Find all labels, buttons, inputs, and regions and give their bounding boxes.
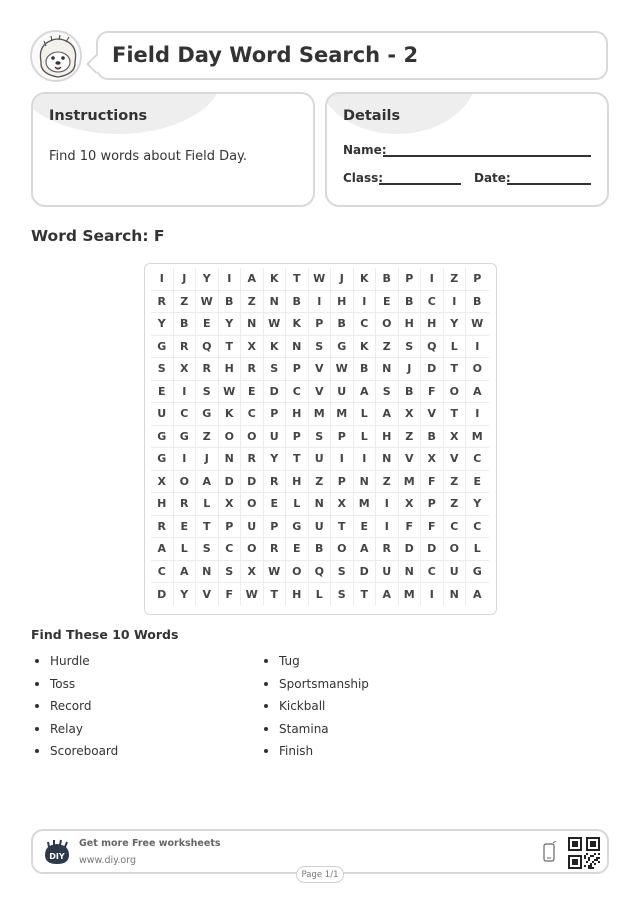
grid-cell[interactable]: P — [421, 493, 444, 516]
grid-cell[interactable]: P — [286, 358, 309, 381]
grid-cell[interactable]: E — [286, 538, 309, 561]
grid-cell[interactable]: G — [331, 336, 354, 359]
grid-cell[interactable]: A — [376, 583, 399, 606]
grid-cell[interactable]: X — [219, 493, 242, 516]
grid-cell[interactable]: B — [309, 538, 332, 561]
name-field[interactable] — [383, 155, 591, 157]
grid-cell[interactable]: D — [354, 561, 377, 584]
grid-cell[interactable]: Z — [399, 426, 422, 449]
grid-cell[interactable]: W — [241, 583, 264, 606]
grid-cell[interactable]: Y — [196, 268, 219, 291]
grid-cell[interactable]: Q — [309, 561, 332, 584]
grid-cell[interactable]: T — [444, 403, 467, 426]
grid-cell[interactable]: B — [354, 358, 377, 381]
grid-cell[interactable]: Q — [196, 336, 219, 359]
grid-cell[interactable]: G — [174, 426, 197, 449]
grid-cell[interactable]: Y — [151, 313, 174, 336]
grid-cell[interactable]: O — [444, 381, 467, 404]
grid-cell[interactable]: S — [399, 336, 422, 359]
grid-cell[interactable]: S — [309, 336, 332, 359]
grid-cell[interactable]: R — [174, 336, 197, 359]
grid-cell[interactable]: H — [331, 291, 354, 314]
qr-code-icon[interactable] — [568, 837, 600, 869]
grid-cell[interactable]: T — [286, 268, 309, 291]
word-list-column-2 — [260, 650, 369, 763]
grid-cell[interactable]: H — [286, 471, 309, 494]
grid-cell[interactable]: I — [466, 336, 489, 359]
grid-cell[interactable]: G — [151, 426, 174, 449]
grid-cell[interactable]: Z — [444, 471, 467, 494]
date-label: Date: — [474, 171, 511, 185]
grid-cell[interactable]: E — [264, 493, 287, 516]
grid-cell[interactable]: L — [196, 493, 219, 516]
grid-cell[interactable]: V — [444, 448, 467, 471]
grid-cell[interactable]: Y — [444, 313, 467, 336]
page-number: Page 1/1 — [296, 866, 344, 883]
grid-cell[interactable]: F — [399, 516, 422, 539]
grid-cell[interactable]: R — [264, 471, 287, 494]
grid-cell[interactable]: S — [376, 381, 399, 404]
grid-cell[interactable]: R — [376, 538, 399, 561]
grid-cell[interactable]: C — [444, 516, 467, 539]
grid-cell[interactable]: D — [421, 538, 444, 561]
grid-cell[interactable]: R — [151, 291, 174, 314]
grid-cell[interactable]: U — [151, 403, 174, 426]
grid-cell[interactable]: C — [151, 561, 174, 584]
grid-cell[interactable]: N — [196, 561, 219, 584]
grid-cell[interactable]: I — [421, 583, 444, 606]
grid-cell[interactable]: E — [354, 516, 377, 539]
grid-cell[interactable]: P — [264, 516, 287, 539]
grid-cell[interactable]: I — [309, 291, 332, 314]
grid-cell[interactable]: L — [354, 426, 377, 449]
grid-cell[interactable]: M — [399, 471, 422, 494]
grid-cell[interactable]: K — [219, 403, 242, 426]
grid-cell[interactable]: N — [264, 291, 287, 314]
grid-cell[interactable]: U — [309, 516, 332, 539]
grid-cell[interactable]: X — [174, 358, 197, 381]
grid-cell[interactable]: N — [286, 336, 309, 359]
svg-text:DIY: DIY — [49, 852, 65, 861]
word-search-grid-frame — [144, 263, 497, 615]
grid-cell[interactable]: O — [444, 538, 467, 561]
diy-logo-icon[interactable] — [43, 839, 71, 867]
grid-cell[interactable]: N — [354, 471, 377, 494]
grid-cell[interactable]: T — [331, 516, 354, 539]
grid-cell[interactable]: S — [331, 583, 354, 606]
grid-cell[interactable]: H — [151, 493, 174, 516]
grid-cell[interactable]: C — [421, 561, 444, 584]
name-label: Name: — [343, 143, 387, 157]
grid-cell[interactable]: V — [196, 583, 219, 606]
grid-cell[interactable]: F — [421, 516, 444, 539]
grid-cell[interactable]: X — [151, 471, 174, 494]
grid-cell[interactable]: O — [174, 471, 197, 494]
grid-cell[interactable]: Z — [241, 291, 264, 314]
grid-cell[interactable]: L — [354, 403, 377, 426]
grid-cell[interactable]: T — [444, 358, 467, 381]
grid-cell[interactable]: B — [286, 291, 309, 314]
title-box — [96, 31, 608, 80]
word-item: Sportsmanship — [260, 673, 369, 696]
grid-cell[interactable]: O — [376, 313, 399, 336]
grid-cell[interactable]: D — [399, 538, 422, 561]
grid-cell[interactable]: W — [331, 358, 354, 381]
grid-cell[interactable]: T — [354, 583, 377, 606]
grid-cell[interactable]: X — [241, 561, 264, 584]
grid-cell[interactable]: R — [241, 358, 264, 381]
grid-cell[interactable]: I — [444, 291, 467, 314]
grid-cell[interactable]: E — [151, 381, 174, 404]
grid-cell[interactable]: Y — [174, 583, 197, 606]
grid-cell[interactable]: C — [354, 313, 377, 336]
grid-cell[interactable]: H — [399, 313, 422, 336]
grid-cell[interactable]: I — [466, 403, 489, 426]
grid-cell[interactable]: S — [331, 561, 354, 584]
grid-cell[interactable]: D — [219, 471, 242, 494]
grid-cell[interactable]: X — [444, 426, 467, 449]
grid-cell[interactable]: J — [331, 268, 354, 291]
grid-cell[interactable]: Z — [444, 268, 467, 291]
grid-cell[interactable]: H — [286, 583, 309, 606]
grid-cell[interactable]: F — [421, 471, 444, 494]
grid-cell[interactable]: H — [421, 313, 444, 336]
grid-cell[interactable]: T — [264, 583, 287, 606]
grid-cell[interactable]: A — [241, 268, 264, 291]
grid-cell[interactable]: Y — [219, 313, 242, 336]
grid-cell[interactable]: P — [219, 516, 242, 539]
footer-url[interactable]: www.diy.org — [79, 855, 136, 866]
grid-cell[interactable]: L — [174, 538, 197, 561]
grid-cell[interactable]: Y — [264, 448, 287, 471]
grid-cell[interactable]: G — [196, 403, 219, 426]
grid-cell[interactable]: J — [196, 448, 219, 471]
grid-cell[interactable]: A — [151, 538, 174, 561]
details-card — [325, 92, 609, 207]
grid-cell[interactable]: F — [219, 583, 242, 606]
grid-cell[interactable]: K — [264, 268, 287, 291]
grid-cell[interactable]: N — [376, 448, 399, 471]
grid-cell[interactable]: J — [174, 268, 197, 291]
grid-cell[interactable]: L — [466, 538, 489, 561]
grid-cell[interactable]: V — [309, 381, 332, 404]
instructions-card — [31, 92, 315, 207]
details-title: Details — [343, 108, 401, 124]
grid-cell[interactable]: O — [331, 538, 354, 561]
grid-cell[interactable]: W — [219, 381, 242, 404]
word-search-grid — [151, 268, 489, 606]
grid-cell[interactable]: C — [466, 516, 489, 539]
grid-cell[interactable]: K — [354, 268, 377, 291]
word-item: Kickball — [260, 695, 369, 718]
grid-cell[interactable]: I — [174, 448, 197, 471]
grid-cell[interactable]: X — [399, 493, 422, 516]
grid-cell[interactable]: N — [241, 313, 264, 336]
grid-cell[interactable]: Z — [376, 471, 399, 494]
grid-cell[interactable]: Z — [376, 336, 399, 359]
grid-cell[interactable]: P — [331, 471, 354, 494]
grid-cell[interactable]: O — [241, 426, 264, 449]
grid-cell[interactable]: C — [174, 403, 197, 426]
grid-cell[interactable]: D — [264, 381, 287, 404]
word-item: Hurdle — [31, 650, 118, 673]
grid-cell[interactable]: M — [399, 583, 422, 606]
grid-cell[interactable]: P — [309, 313, 332, 336]
grid-cell[interactable]: D — [151, 583, 174, 606]
grid-cell[interactable]: F — [421, 381, 444, 404]
grid-cell[interactable]: I — [354, 291, 377, 314]
grid-cell[interactable]: W — [264, 313, 287, 336]
grid-cell[interactable]: U — [376, 561, 399, 584]
grid-cell[interactable]: T — [219, 336, 242, 359]
grid-cell[interactable]: J — [399, 358, 422, 381]
grid-cell[interactable]: X — [421, 448, 444, 471]
mascot-icon — [30, 30, 82, 82]
grid-cell[interactable]: C — [466, 448, 489, 471]
grid-cell[interactable]: V — [399, 448, 422, 471]
grid-cell[interactable]: Z — [309, 471, 332, 494]
grid-cell[interactable]: K — [264, 336, 287, 359]
grid-cell[interactable]: N — [444, 583, 467, 606]
grid-cell[interactable]: A — [174, 561, 197, 584]
grid-cell[interactable]: T — [196, 516, 219, 539]
grid-cell[interactable]: L — [309, 583, 332, 606]
grid-cell[interactable]: E — [196, 313, 219, 336]
grid-cell[interactable]: W — [309, 268, 332, 291]
grid-cell[interactable]: P — [399, 268, 422, 291]
instructions-title: Instructions — [49, 108, 148, 124]
word-list-column-1 — [31, 650, 118, 763]
grid-cell[interactable]: A — [196, 471, 219, 494]
date-field[interactable] — [507, 183, 591, 185]
grid-cell[interactable]: Y — [466, 493, 489, 516]
grid-cell[interactable]: C — [421, 291, 444, 314]
grid-cell[interactable]: C — [241, 403, 264, 426]
grid-cell[interactable]: Q — [421, 336, 444, 359]
grid-cell[interactable]: A — [354, 381, 377, 404]
grid-cell[interactable]: B — [421, 426, 444, 449]
grid-cell[interactable]: N — [219, 448, 242, 471]
grid-cell[interactable]: T — [286, 448, 309, 471]
grid-cell[interactable]: M — [354, 493, 377, 516]
grid-cell[interactable]: M — [309, 403, 332, 426]
grid-cell[interactable]: G — [286, 516, 309, 539]
grid-cell[interactable]: R — [264, 538, 287, 561]
page-title: Field Day Word Search - 2 — [112, 43, 419, 67]
grid-cell[interactable]: I — [376, 516, 399, 539]
grid-cell[interactable]: I — [331, 448, 354, 471]
grid-cell[interactable]: P — [466, 268, 489, 291]
grid-cell[interactable]: M — [331, 403, 354, 426]
grid-cell[interactable]: S — [151, 358, 174, 381]
grid-cell[interactable]: E — [376, 291, 399, 314]
grid-cell[interactable]: S — [196, 381, 219, 404]
grid-cell[interactable]: P — [264, 403, 287, 426]
grid-cell[interactable]: U — [264, 426, 287, 449]
word-item: Toss — [31, 673, 118, 696]
grid-cell[interactable]: U — [444, 561, 467, 584]
grid-cell[interactable]: A — [354, 538, 377, 561]
grid-cell[interactable]: A — [466, 381, 489, 404]
word-item: Tug — [260, 650, 369, 673]
phone-icon — [543, 841, 557, 863]
grid-cell[interactable]: P — [286, 426, 309, 449]
grid-cell[interactable]: W — [196, 291, 219, 314]
grid-cell[interactable]: U — [331, 381, 354, 404]
grid-cell[interactable]: Z — [444, 493, 467, 516]
grid-cell[interactable]: B — [331, 313, 354, 336]
grid-cell[interactable]: M — [466, 426, 489, 449]
grid-cell[interactable]: K — [286, 313, 309, 336]
grid-cell[interactable]: R — [174, 493, 197, 516]
grid-cell[interactable]: N — [376, 358, 399, 381]
grid-cell[interactable]: U — [309, 448, 332, 471]
grid-cell[interactable]: V — [421, 403, 444, 426]
grid-cell[interactable]: W — [264, 561, 287, 584]
grid-cell[interactable]: K — [354, 336, 377, 359]
grid-cell[interactable]: B — [399, 291, 422, 314]
grid-cell[interactable]: I — [219, 268, 242, 291]
grid-cell[interactable]: X — [331, 493, 354, 516]
grid-cell[interactable]: O — [286, 561, 309, 584]
word-item: Finish — [260, 740, 369, 763]
grid-cell[interactable]: B — [174, 313, 197, 336]
grid-cell[interactable]: N — [309, 493, 332, 516]
grid-cell[interactable]: O — [241, 493, 264, 516]
grid-cell[interactable]: V — [309, 358, 332, 381]
grid-cell[interactable]: I — [174, 381, 197, 404]
word-search-heading: Word Search: F — [31, 227, 165, 245]
grid-cell[interactable]: B — [219, 291, 242, 314]
grid-cell[interactable]: H — [286, 403, 309, 426]
grid-cell[interactable]: G — [151, 448, 174, 471]
grid-cell[interactable]: A — [472, 587, 482, 601]
word-item: Stamina — [260, 718, 369, 741]
grid-cell[interactable]: B — [466, 291, 489, 314]
grid-cell[interactable]: N — [399, 561, 422, 584]
class-field[interactable] — [379, 183, 461, 185]
grid-cell[interactable]: B — [399, 381, 422, 404]
grid-cell[interactable]: B — [376, 268, 399, 291]
word-item: Scoreboard — [31, 740, 118, 763]
grid-cell[interactable]: D — [241, 471, 264, 494]
grid-cell[interactable]: W — [466, 313, 489, 336]
grid-cell[interactable]: O — [466, 358, 489, 381]
grid-cell[interactable]: I — [376, 493, 399, 516]
grid-cell[interactable]: R — [151, 516, 174, 539]
grid-cell[interactable]: L — [286, 493, 309, 516]
footer-title: Get more Free worksheets — [79, 838, 221, 849]
grid-cell[interactable]: Z — [196, 426, 219, 449]
grid-cell[interactable]: X — [399, 403, 422, 426]
instructions-text: Find 10 words about Field Day. — [49, 149, 248, 164]
grid-cell[interactable]: S — [219, 561, 242, 584]
grid-cell[interactable]: C — [219, 538, 242, 561]
grid-cell[interactable]: Z — [174, 291, 197, 314]
grid-cell[interactable]: O — [219, 426, 242, 449]
grid-cell[interactable]: G — [466, 561, 489, 584]
grid-cell[interactable]: R — [241, 448, 264, 471]
grid-cell[interactable]: R — [196, 358, 219, 381]
grid-cell[interactable]: E — [241, 381, 264, 404]
grid-cell[interactable]: O — [241, 538, 264, 561]
grid-cell[interactable]: G — [151, 336, 174, 359]
class-label: Class: — [343, 171, 384, 185]
grid-cell[interactable]: H — [376, 426, 399, 449]
grid-cell[interactable]: I — [354, 448, 377, 471]
word-item: Relay — [31, 718, 118, 741]
word-list-heading: Find These 10 Words — [31, 627, 179, 642]
grid-cell[interactable]: L — [444, 336, 467, 359]
grid-cell[interactable]: P — [331, 426, 354, 449]
grid-cell[interactable]: I — [421, 268, 444, 291]
word-item: Record — [31, 695, 118, 718]
grid-cell[interactable]: U — [241, 516, 264, 539]
grid-cell[interactable]: S — [264, 358, 287, 381]
grid-cell[interactable]: S — [196, 538, 219, 561]
grid-cell[interactable]: E — [466, 471, 489, 494]
grid-cell[interactable]: S — [309, 426, 332, 449]
grid-cell[interactable]: D — [421, 358, 444, 381]
grid-cell[interactable]: X — [241, 336, 264, 359]
grid-cell[interactable]: C — [286, 381, 309, 404]
grid-cell[interactable]: E — [174, 516, 197, 539]
grid-cell[interactable]: A — [376, 403, 399, 426]
grid-cell[interactable]: I — [151, 268, 174, 291]
grid-cell[interactable]: H — [219, 358, 242, 381]
